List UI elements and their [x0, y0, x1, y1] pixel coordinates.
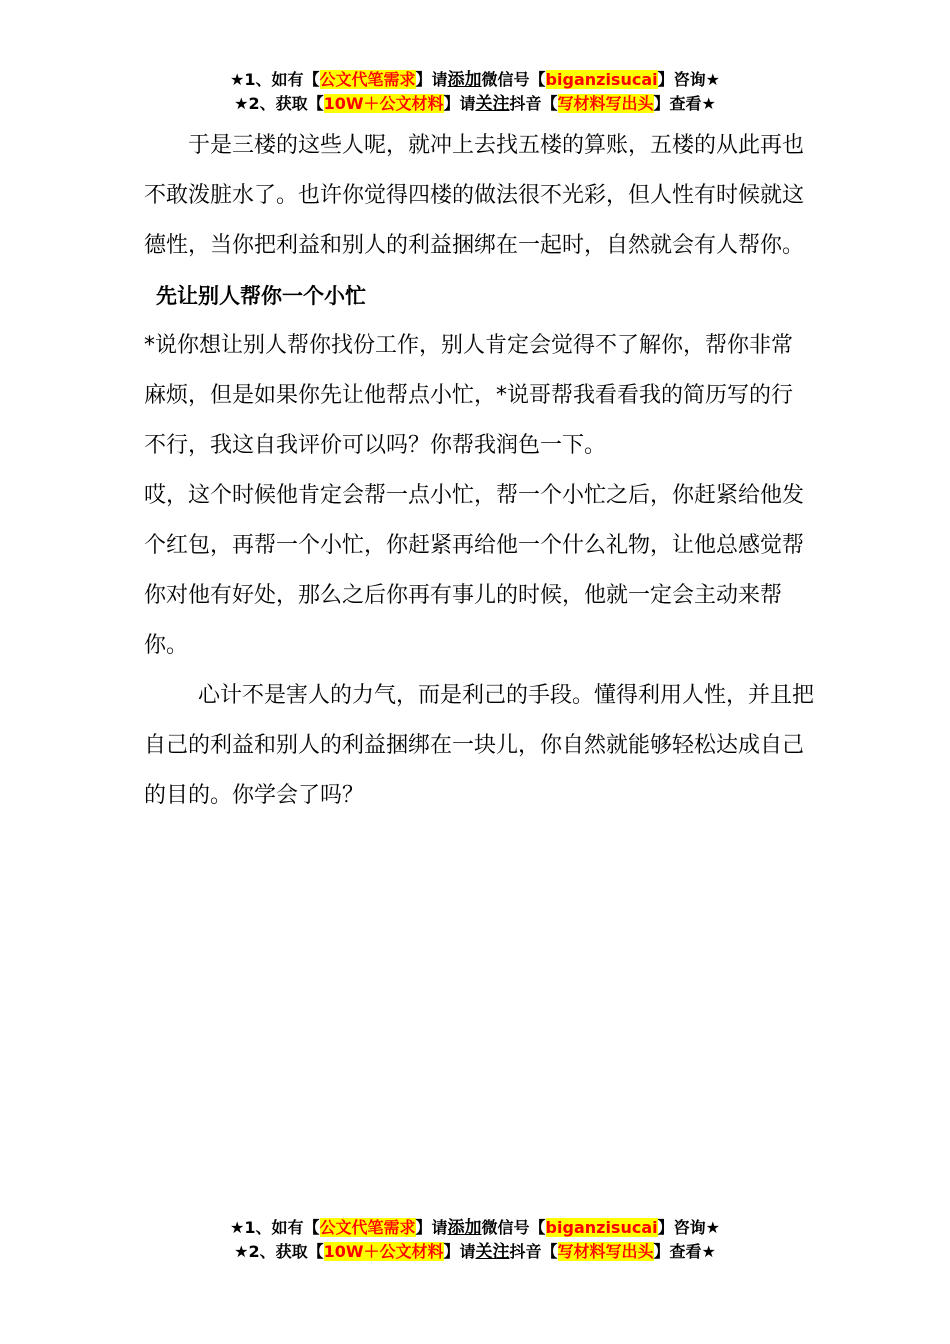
banner-text: 】咨询★: [657, 1218, 720, 1237]
banner-text: 】查看★: [653, 1242, 716, 1261]
banner-douyin-id: 写材料写出头: [557, 94, 654, 113]
banner-underline: 关注: [475, 94, 510, 114]
paragraph-1: 于是三楼的这些人呢，就冲上去找五楼的算账，五楼的从此再也不敢泼脏水了。也许你觉得四楼的做法很不光彩，但人性有时候就这德性，当你把利益和别人的利益捆绑在一起时，自然就会有人帮你。: [144, 133, 805, 258]
banner-wechat-id: biganzisucai: [545, 70, 658, 89]
banner-line-1: [0, 68, 950, 92]
banner-highlight: 10W＋公文材料: [323, 94, 444, 113]
banner-line-2: [0, 92, 950, 116]
banner-text: 抖音【: [509, 94, 558, 113]
banner-text: 】请: [415, 1218, 448, 1237]
footer-banner: [0, 1216, 950, 1264]
banner-text: 】请: [443, 1242, 476, 1261]
paragraph-4: 心计不是害人的力气，而是利己的手段。懂得利用人性，并且把自己的利益和别人的利益捆绑在一块儿，你自然就能够轻松达成自己的目的。你学会了吗？: [144, 683, 815, 808]
banner-text: 】查看★: [653, 94, 716, 113]
banner-text: 】请: [443, 94, 476, 113]
header-banner: [0, 68, 950, 116]
paragraph-3: 哎，这个时候他肯定会帮一点小忙，帮一个小忙之后，你赶紧给他发个红包，再帮一个小忙，你赶紧再给他一个什么礼物，让他总感觉帮你对他有好处，那么之后你再有事儿的时候，他就一定会主动来帮你。: [144, 483, 805, 658]
section-heading: 先让别人帮你一个小忙: [156, 284, 366, 308]
banner-highlight: 10W＋公文材料: [323, 1242, 444, 1261]
banner-underline: 关注: [475, 1242, 510, 1262]
banner-wechat-id: biganzisucai: [545, 1218, 658, 1237]
banner-highlight: 公文代笔需求: [319, 1218, 416, 1237]
banner-text: 微信号【: [481, 1218, 546, 1237]
banner-text: 微信号【: [481, 70, 546, 89]
banner-text: 抖音【: [509, 1242, 558, 1261]
banner-line-1: [0, 1216, 950, 1240]
banner-text: ★2、获取【: [234, 94, 324, 113]
banner-douyin-id: 写材料写出头: [557, 1242, 654, 1261]
banner-underline: 添加: [447, 1218, 482, 1238]
document-body: [144, 121, 814, 821]
banner-highlight: 公文代笔需求: [319, 70, 416, 89]
banner-text: 】咨询★: [657, 70, 720, 89]
banner-line-2: [0, 1240, 950, 1264]
banner-text: ★2、获取【: [234, 1242, 324, 1261]
banner-text: ★1、如有【: [230, 70, 320, 89]
paragraph-2: *说你想让别人帮你找份工作，别人肯定会觉得不了解你，帮你非常麻烦，但是如果你先让他帮点小忙，*说哥帮我看看我的简历写的行不行，我这自我评价可以吗？你帮我润色一下。: [144, 333, 794, 458]
banner-text: ★1、如有【: [230, 1218, 320, 1237]
banner-underline: 添加: [447, 70, 482, 90]
banner-text: 】请: [415, 70, 448, 89]
